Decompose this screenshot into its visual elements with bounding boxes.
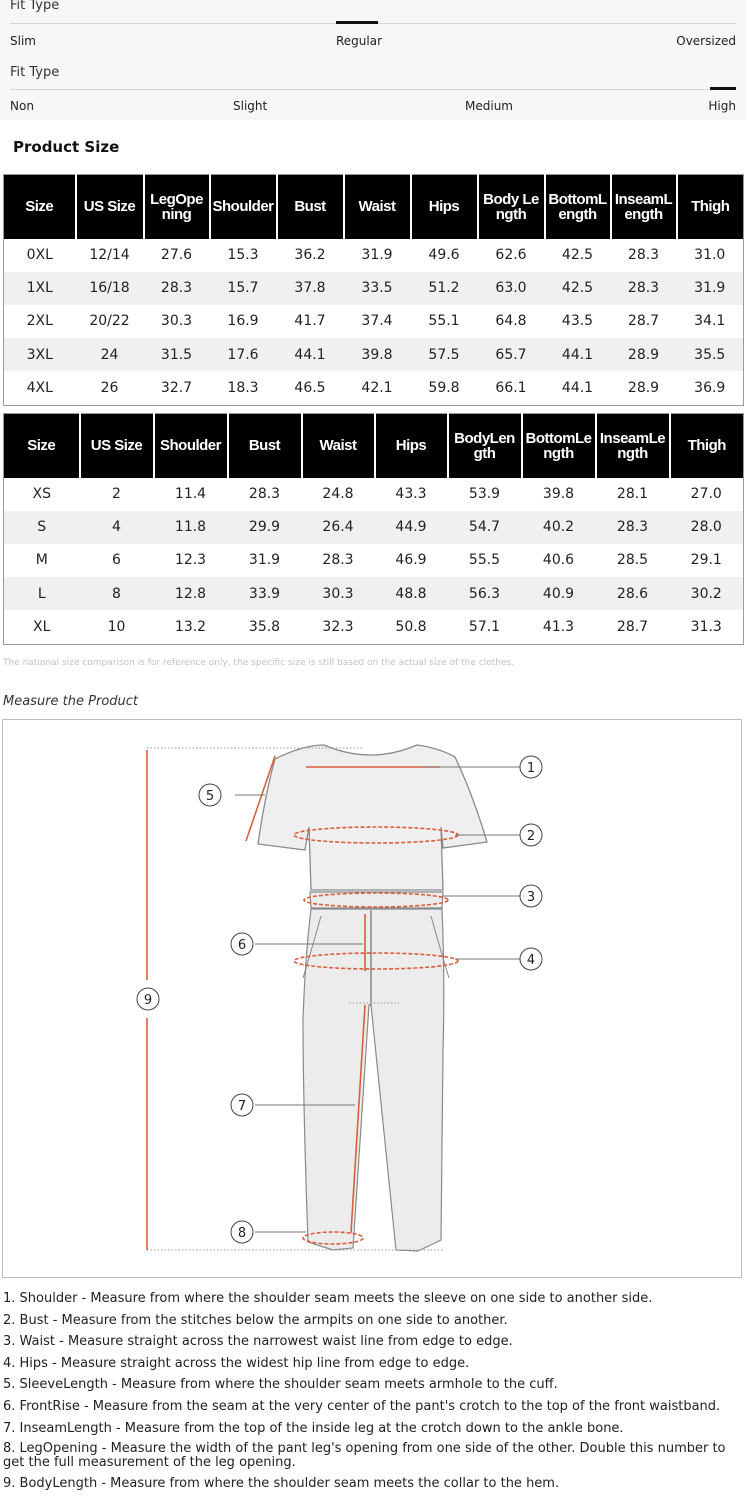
table-row <box>4 478 744 511</box>
header-thigh: Thigh <box>677 175 744 239</box>
measure-cell: 33.9 <box>228 577 302 610</box>
measure-cell: 29.1 <box>690 552 722 569</box>
table-row <box>4 610 744 644</box>
svg-text:2: 2 <box>526 829 536 844</box>
measure-cell: 28.1 <box>616 486 649 503</box>
measure-cell: 44.9 <box>375 511 448 544</box>
measure-cell: 65.7 <box>478 338 545 371</box>
measure-cell: 15.3 <box>227 247 259 264</box>
description-item: 7. InseamLength - Measure from the top of the inside leg at the crotch down to the ankle bone. <box>3 1420 624 1436</box>
measure-cell: 34.1 <box>694 313 726 330</box>
measure-cell: 10 <box>107 619 126 636</box>
measure-cell: 57.1 <box>468 619 501 636</box>
measure-cell: 31.0 <box>694 247 726 264</box>
size-cell: L <box>4 577 80 610</box>
measure-cell: 33.5 <box>344 272 411 305</box>
measure-cell: 35.8 <box>248 619 281 636</box>
measure-cell: 36.9 <box>694 380 726 397</box>
measure-cell: 2 <box>112 486 121 503</box>
measure-cell: 15.7 <box>210 272 277 305</box>
measure-cell: 31.5 <box>144 338 210 371</box>
measure-cell: 46.9 <box>395 552 427 569</box>
measure-cell: 11.8 <box>154 511 228 544</box>
fit-selected-marker <box>336 21 378 24</box>
svg-text:4: 4 <box>526 953 536 968</box>
measure-cell: 28.0 <box>670 511 744 544</box>
table-row <box>4 371 744 405</box>
header-shoulder: Shoulder <box>210 175 277 239</box>
measure-cell: 44.1 <box>545 338 611 371</box>
header-hips: Hips <box>411 175 478 239</box>
measure-cell: 57.5 <box>411 338 478 371</box>
description-item: 3. Waist - Measure straight across the narrowest waist line from edge to edge. <box>3 1334 513 1350</box>
measure-cell: 42.5 <box>561 247 594 264</box>
measure-cell: 49.6 <box>428 247 460 264</box>
measure-cell: 31.9 <box>677 272 744 305</box>
fit-label-non: Non <box>10 99 34 113</box>
measure-cell: 55.1 <box>428 313 460 330</box>
description-item: 9. BodyLength - Measure from where the shoulder seam meets the collar to the hem. <box>3 1475 560 1491</box>
description-item: 6. FrontRise - Measure from the seam at the very center of the pant's crotch to the top of the front waistband. <box>3 1398 721 1414</box>
measure-cell: 28.9 <box>627 380 660 397</box>
fit-label-slim: Slim <box>10 34 36 48</box>
size-cell: 2XL <box>26 313 53 330</box>
measure-cell: 31.9 <box>361 247 393 264</box>
measure-cell: 46.5 <box>294 380 326 397</box>
measure-cell: 59.8 <box>428 380 460 397</box>
fit-track <box>10 89 736 90</box>
measure-cell: 26 <box>100 380 119 397</box>
measure-cell: 40.9 <box>522 577 596 610</box>
measure-cell: 29.9 <box>228 511 302 544</box>
measure-cell: 62.6 <box>495 247 527 264</box>
size-cell: S <box>4 511 80 544</box>
header-body-length: Body Length <box>478 175 545 239</box>
svg-text:7: 7 <box>237 1099 247 1114</box>
measure-cell: 16.9 <box>227 313 259 330</box>
fit-type-title: Fit Type <box>10 65 60 80</box>
callout-4 <box>520 948 542 970</box>
header-inseam-length: InseamLength <box>596 414 670 478</box>
svg-text:6: 6 <box>237 938 247 953</box>
fit-label-medium: Medium <box>465 99 513 113</box>
measure-cell: 18.3 <box>227 380 259 397</box>
size-table-plus <box>3 174 744 406</box>
measure-cell: 12.3 <box>174 552 207 569</box>
header-bottom-length: BottomLength <box>545 175 611 239</box>
measure-cell: 66.1 <box>495 380 527 397</box>
table-row <box>4 305 744 338</box>
measure-cell: 56.3 <box>448 577 522 610</box>
measure-cell: 28.3 <box>322 552 354 569</box>
header-body-length: BodyLength <box>448 414 522 478</box>
measurement-descriptions <box>3 1291 743 1497</box>
header-thigh: Thigh <box>670 414 744 478</box>
measure-cell: 8 <box>80 577 154 610</box>
size-cell: 3XL <box>4 338 76 371</box>
measure-cell: 28.3 <box>596 511 670 544</box>
svg-text:1: 1 <box>526 761 536 776</box>
measure-cell: 36.2 <box>294 247 326 264</box>
header-inseam-length: InseamLength <box>611 175 677 239</box>
fit-label-oversized: Oversized <box>676 34 736 48</box>
fit-type-title: Fit Type <box>10 0 60 13</box>
measure-cell: 32.7 <box>160 380 193 397</box>
measure-cell: 40.2 <box>522 511 596 544</box>
callout-8 <box>231 1221 253 1243</box>
table-row <box>4 239 744 272</box>
measure-cell: 42.1 <box>361 380 393 397</box>
header-us-size: US Size <box>76 175 144 239</box>
measure-cell: 16/18 <box>76 272 144 305</box>
measure-cell: 43.5 <box>561 313 594 330</box>
callout-9 <box>137 988 159 1010</box>
header-waist: Waist <box>344 175 411 239</box>
product-size-title: Product Size <box>13 138 120 156</box>
fit-type-slider-1 <box>0 0 746 58</box>
description-item: 4. Hips - Measure straight across the widest hip line from edge to edge. <box>3 1355 470 1371</box>
measure-cell: 41.7 <box>294 313 326 330</box>
header-size: Size <box>4 175 76 239</box>
measure-cell: 12.8 <box>154 577 228 610</box>
measure-cell: 50.8 <box>395 619 427 636</box>
header-bust: Bust <box>277 175 344 239</box>
size-cell: 4XL <box>26 380 53 397</box>
table-row <box>4 511 744 544</box>
measure-cell: 24 <box>76 338 144 371</box>
measure-cell: 6 <box>112 552 121 569</box>
measure-cell: 44.1 <box>277 338 344 371</box>
measure-cell: 39.8 <box>344 338 411 371</box>
description-item: 2. Bust - Measure from the stitches below the armpits on one side to another. <box>3 1312 508 1328</box>
measure-cell: 64.8 <box>495 313 527 330</box>
fit-selected-marker <box>710 87 736 90</box>
measure-cell: 53.9 <box>468 486 501 503</box>
measure-cell: 30.3 <box>160 313 193 330</box>
callout-5 <box>199 784 221 806</box>
garment-pants-shape <box>303 909 444 1251</box>
callout-3 <box>520 885 542 907</box>
measure-cell: 28.7 <box>627 313 660 330</box>
callout-7 <box>231 1094 253 1116</box>
header-hips: Hips <box>375 414 448 478</box>
measure-cell: 51.2 <box>411 272 478 305</box>
measure-cell: 32.3 <box>322 619 354 636</box>
description-item: 5. SleeveLength - Measure from where the shoulder seam meets armhole to the cuff. <box>3 1377 558 1393</box>
svg-text:9: 9 <box>143 993 153 1008</box>
measure-cell: 4 <box>80 511 154 544</box>
size-cell: XL <box>33 619 51 636</box>
table-row <box>4 338 744 371</box>
measure-cell: 20/22 <box>89 313 130 330</box>
header-bottom-length: BottomLength <box>522 414 596 478</box>
measure-cell: 28.3 <box>248 486 281 503</box>
measure-cell: 28.6 <box>596 577 670 610</box>
measure-cell: 37.4 <box>361 313 393 330</box>
header-size: Size <box>4 414 80 478</box>
measure-cell: 30.2 <box>670 577 744 610</box>
table-row <box>4 577 744 610</box>
measure-cell: 30.3 <box>302 577 375 610</box>
description-item: 1. Shoulder - Measure from where the shoulder seam meets the sleeve on one side to another side. <box>3 1291 653 1306</box>
measure-cell: 35.5 <box>677 338 744 371</box>
header-bust: Bust <box>228 414 302 478</box>
measure-cell: 42.5 <box>545 272 611 305</box>
measure-cell: 31.9 <box>248 552 281 569</box>
header-shoulder: Shoulder <box>154 414 228 478</box>
measure-cell: 11.4 <box>174 486 207 503</box>
measure-cell: 27.6 <box>160 247 193 264</box>
measure-cell: 28.3 <box>144 272 210 305</box>
header-leg-opening: LegOpening <box>144 175 210 239</box>
svg-text:8: 8 <box>237 1226 247 1241</box>
fit-label-slight: Slight <box>233 99 268 113</box>
measure-cell: 37.8 <box>277 272 344 305</box>
measure-cell: 26.4 <box>302 511 375 544</box>
size-cell: 0XL <box>26 247 53 264</box>
measure-cell: 54.7 <box>448 511 522 544</box>
header-waist: Waist <box>302 414 375 478</box>
measure-cell: 39.8 <box>542 486 575 503</box>
svg-text:5: 5 <box>205 789 215 804</box>
description-item: 8. LegOpening - Measure the width of the pant leg's opening from one side of the other. Double this number to get the full measurement of the leg opening. <box>3 1441 726 1471</box>
measure-cell: 12/14 <box>89 247 130 264</box>
callout-6 <box>231 933 253 955</box>
size-cell: M <box>35 552 48 569</box>
callout-2 <box>520 824 542 846</box>
measure-cell: 28.7 <box>616 619 649 636</box>
measure-cell: 41.3 <box>542 619 575 636</box>
measure-cell: 28.5 <box>616 552 649 569</box>
measure-cell: 40.6 <box>542 552 575 569</box>
measure-cell: 28.3 <box>611 272 677 305</box>
measure-title: Measure the Product <box>3 694 139 709</box>
measure-cell: 63.0 <box>478 272 545 305</box>
measurement-diagram <box>2 719 742 1278</box>
measure-cell: 55.5 <box>468 552 501 569</box>
fit-label-regular: Regular <box>336 34 383 48</box>
measure-cell: 44.1 <box>561 380 594 397</box>
size-cell: XS <box>32 486 51 503</box>
table-row <box>4 544 744 577</box>
measure-cell: 28.9 <box>611 338 677 371</box>
fit-type-slider-2 <box>0 58 746 120</box>
measure-cell: 13.2 <box>174 619 207 636</box>
table-row <box>4 272 744 305</box>
size-disclaimer-note: The national size comparison is for reference only, the specific size is still based on the actual size of the clothes. <box>3 658 515 668</box>
size-cell: 1XL <box>4 272 76 305</box>
measure-cell: 31.3 <box>690 619 722 636</box>
fit-label-high: High <box>708 99 736 113</box>
measure-cell: 43.3 <box>395 486 427 503</box>
measure-cell: 28.3 <box>627 247 660 264</box>
jumpsuit-diagram <box>3 720 741 1277</box>
measure-cell: 17.6 <box>210 338 277 371</box>
measure-cell: 24.8 <box>322 486 354 503</box>
callout-1 <box>520 756 542 778</box>
svg-text:3: 3 <box>526 890 536 905</box>
measure-cell: 27.0 <box>690 486 722 503</box>
header-us-size: US Size <box>80 414 154 478</box>
measure-cell: 48.8 <box>375 577 448 610</box>
size-table-standard <box>3 413 744 645</box>
